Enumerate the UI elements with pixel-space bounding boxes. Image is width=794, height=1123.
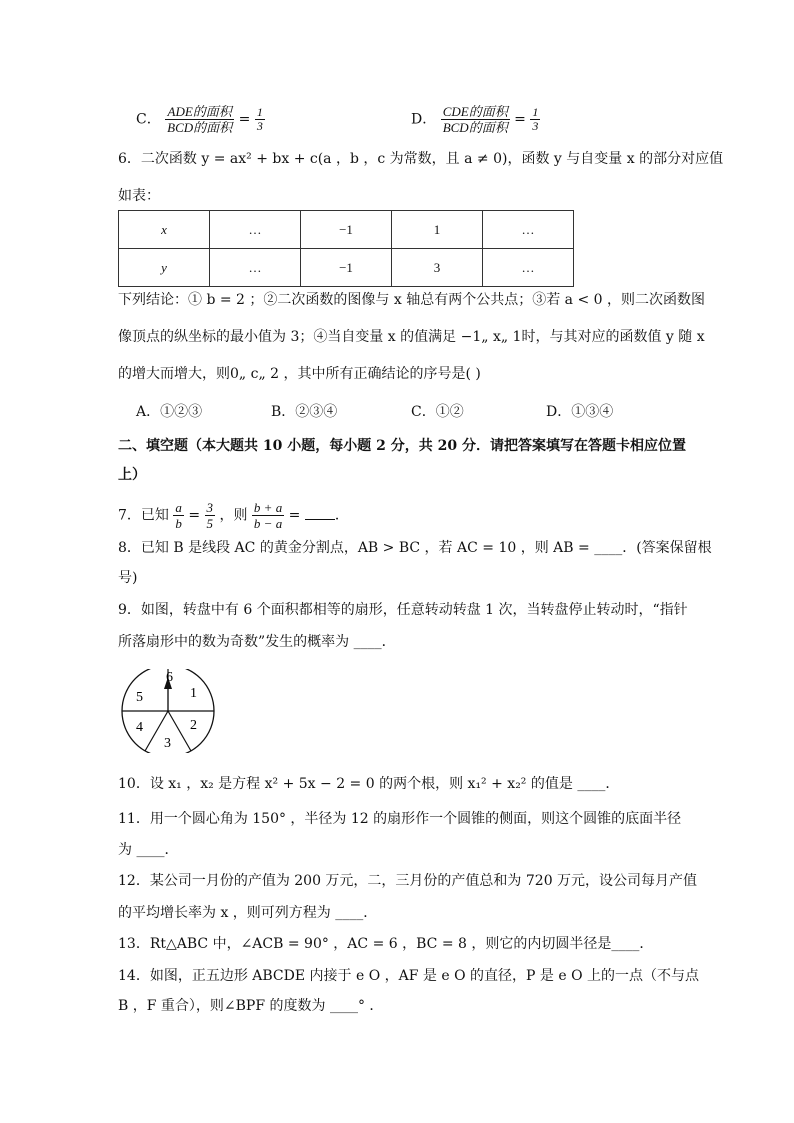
q5-option-d-value (530, 106, 540, 133)
section-2-heading-line2: 上） (118, 467, 146, 483)
q7-prefix: 7．已知 (118, 507, 169, 524)
q7-suffix: ． (334, 507, 349, 524)
equals-sign: = (238, 111, 251, 128)
q6-conclusion-line1: 下列结论：① b = 2 ；②二次函数的图像与 x 轴总有两个公共点；③若 a < 0 ，则二次函数图 (118, 292, 705, 308)
table-row (119, 249, 574, 287)
q5-option-c (136, 104, 265, 135)
table-row (119, 211, 574, 249)
table-cell: x (119, 211, 210, 249)
q5-option-d-label: D． (411, 111, 437, 128)
sector-number-1: 1 (190, 686, 197, 701)
q7-fraction-asked (252, 500, 284, 531)
q6-value-table (118, 210, 574, 287)
frac-den: BCD的面积 (442, 120, 508, 135)
table-cell: … (210, 211, 301, 249)
q5-option-c-fraction (165, 104, 234, 135)
sector-number-2: 2 (190, 718, 197, 733)
equals-sign: = (288, 507, 301, 524)
q7-fraction-given (173, 500, 184, 531)
table-cell: … (210, 249, 301, 287)
frac-den: BCD的面积 (167, 120, 233, 135)
q6-option-a: A．①②③ (136, 404, 203, 420)
frac-den: 3 (532, 119, 539, 133)
q10-line1: 10．设 x₁ ，x₂ 是方程 x² + 5x − 2 = 0 的两个根，则 x₁² + x₂² 的值是 ____． (118, 776, 620, 792)
q8-line2: 号) (118, 570, 138, 586)
frac-num: b + a (253, 500, 283, 515)
frac-den: 3 (256, 119, 263, 133)
q5-option-c-label: C． (136, 111, 161, 128)
q7-mid: ，则 (219, 507, 248, 524)
q9-line1: 9．如图，转盘中有 6 个面积都相等的扇形，任意转动转盘 1 次，当转盘停止转动时，“指针 (118, 602, 688, 618)
spinner-figure (120, 669, 218, 753)
table-cell: 3 (392, 249, 483, 287)
q5-option-d (411, 104, 540, 135)
table-cell: −1 (301, 249, 392, 287)
frac-num: 1 (532, 105, 539, 119)
q12-line1: 12．某公司一月份的产值为 200 万元，二，三月份的产值总和为 720 万元，设公司每月产值 (118, 873, 698, 889)
q9-line2: 所落扇形中的数为奇数”发生的概率为 ____． (118, 634, 396, 650)
frac-num: CDE的面积 (442, 104, 508, 119)
q8-line1: 8．已知 B 是线段 AC 的黄金分割点，AB > BC ，若 AC = 10 ，则 AB = ____．(答案保留根 (118, 540, 712, 556)
q14-line2: B ，F 重合），则∠BPF 的度数为 ____° ． (118, 998, 384, 1014)
q5-option-c-value (255, 106, 265, 133)
q7 (118, 500, 349, 531)
frac-den: b (175, 516, 182, 531)
q12-line2: 的平均增长率为 x ，则可列方程为 ____． (118, 905, 378, 921)
q6-option-b: B．②③④ (271, 404, 338, 420)
q6-stem-line2: 如表： (118, 188, 160, 204)
sector-number-6: 6 (166, 670, 173, 685)
table-cell: … (483, 211, 574, 249)
frac-num: a (175, 500, 182, 515)
table-cell: … (483, 249, 574, 287)
table-cell: y (119, 249, 210, 287)
section-2-heading-line1: 二、填空题（本大题共 10 小题，每小题 2 分，共 20 分．请把答案填写在答题卡相应位置 (118, 438, 686, 454)
q11-line2: 为 ____． (118, 842, 179, 858)
q6-conclusion-line2: 像顶点的纵坐标的最小值为 3；④当自变量 x 的值满足 −1„ x„ 1时，与其对应的函数值 y 随 x (118, 329, 705, 345)
q6-conclusion-line3: 的增大而增大，则0„ c„ 2 ，其中所有正确结论的序号是( ) (118, 366, 481, 382)
table-cell: 1 (392, 211, 483, 249)
equals-sign: = (514, 111, 526, 128)
frac-den: 5 (206, 516, 214, 531)
sector-divider (168, 711, 191, 751)
frac-den: b − a (253, 516, 283, 531)
q13-line1: 13．Rt△ABC 中，∠ACB = 90° ，AC = 6 ，BC = 8 ，则它的内切圆半径是____． (118, 936, 654, 952)
q6-stem-line1: 6．二次函数 y = ax² + bx + c(a ，b ，c 为常数，且 a ≠ 0)，函数 y 与自变量 x 的部分对应值 (118, 151, 724, 167)
answer-blank (305, 505, 335, 520)
q6-option-c: C．①② (411, 404, 464, 420)
table-cell: −1 (301, 211, 392, 249)
q5-option-d-fraction (441, 104, 510, 135)
frac-num: 3 (206, 500, 214, 515)
equals-sign: = (188, 507, 201, 524)
q14-line1: 14．如图，正五边形 ABCDE 内接于 e O ，AF 是 e O 的直径，P 是 e O 上的一点（不与点 (118, 968, 700, 984)
frac-num: ADE的面积 (165, 104, 234, 120)
q11-line1: 11．用一个圆心角为 150° ，半径为 12 的扇形作一个圆锥的侧面，则这个圆锥的底面半径 (118, 811, 682, 827)
sector-number-5: 5 (136, 690, 143, 705)
sector-number-3: 3 (164, 736, 171, 751)
frac-num: 1 (256, 105, 263, 119)
q7-fraction-value (205, 500, 216, 531)
sector-number-4: 4 (136, 720, 143, 735)
q6-option-d: D．①③④ (546, 404, 614, 420)
